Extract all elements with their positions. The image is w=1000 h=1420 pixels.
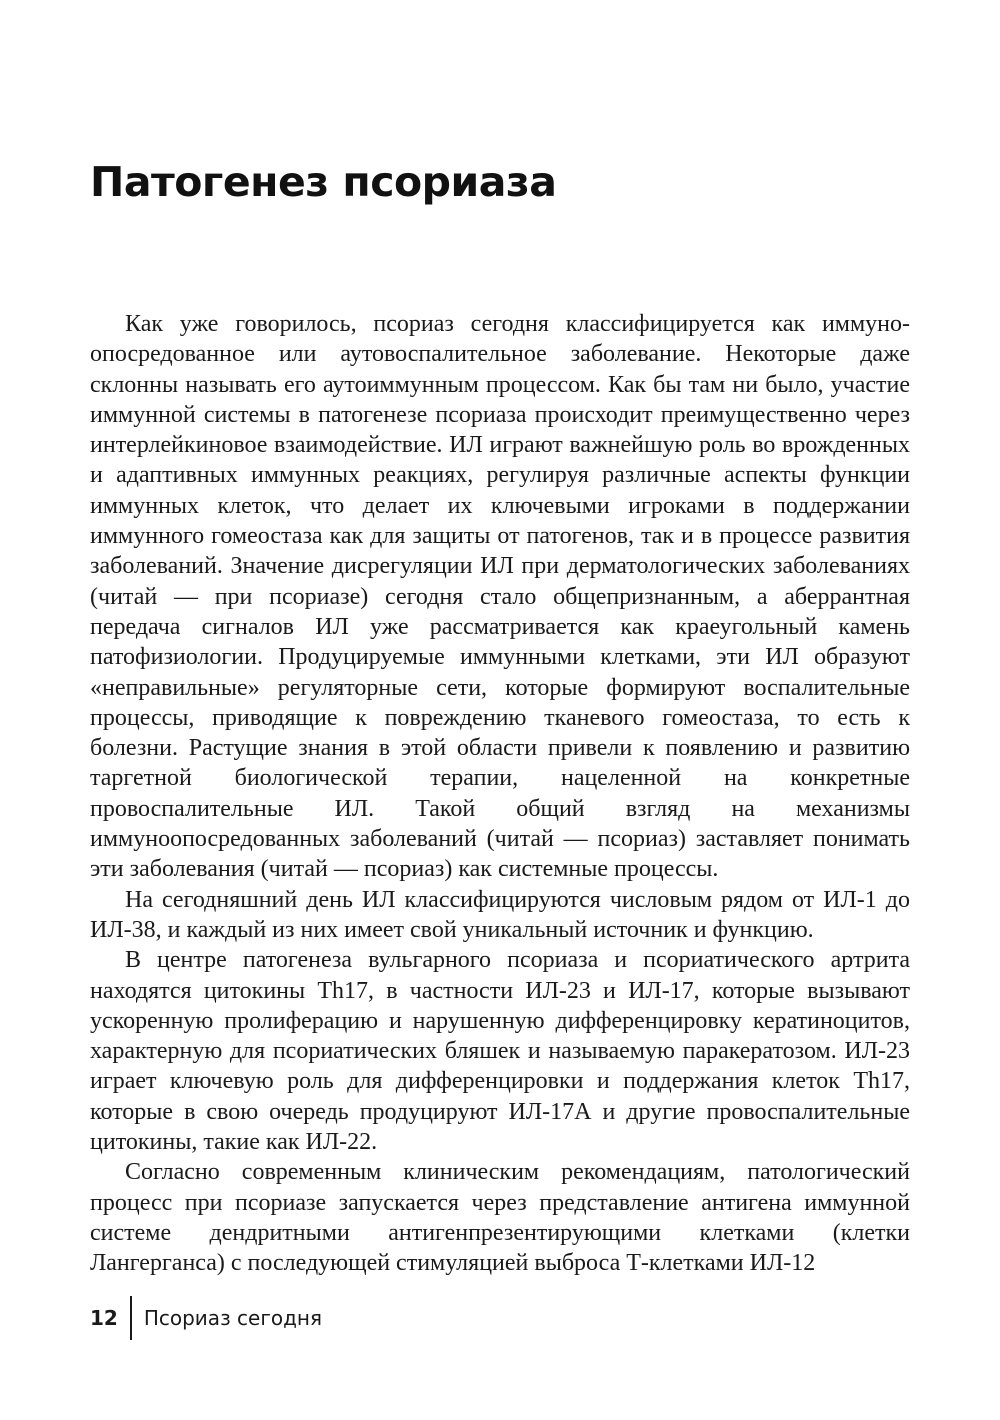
running-title: Псориаз сегодня: [143, 1306, 323, 1330]
paragraph: В центре патогенеза вульгарного псориаза и псориатического артрита находятся цитокины Th17, в частности ИЛ-23 и ИЛ-17, которые вызывают ускоренную пролиферацию и нарушенную дифференцировку кератиноцитов, характерную для псориатических бляшек и называемую паракератозом. ИЛ-23 играет ключевую роль для дифференцировки и поддержания клеток Th17, которые в свою очередь продуцируют ИЛ-17А и другие провоспалительные цитокины, такие как ИЛ-22.: [90, 947, 910, 1156]
footer-divider: [130, 1296, 132, 1340]
paragraph: На сегодняшний день ИЛ классифицируются числовым рядом от ИЛ-1 до ИЛ-38, и каждый из них имеет свой уникальный источник и функцию.: [90, 886, 910, 943]
paragraph: Как уже говорилось, псориаз сегодня классифицируется как иммуноопосредованное или аутовоспалительное заболевание. Некоторые даже склонны называть его аутоиммунным процессом. Как бы там ни было, участие иммунной системы в патогенезе псориаза происходит преимущественно через интерлейкиновое взаимодействие. ИЛ играют важнейшую роль во врожденных и адаптивных иммунных реакциях, регулируя различные аспекты функции иммунных клеток, что делает их ключевыми игроками в поддержании иммунного гомеостаза как для защиты от патогенов, так и в процессе развития заболеваний. Значение дисрегуляции ИЛ при дерматологических заболеваниях (читай — при псориазе) сегодня стало общепризнанным, а аберрантная передача сигналов ИЛ уже рассматривается как краеугольный камень патофизиологии. Продуцируемые иммунными клетками, эти ИЛ образуют «неправильные» регуляторные сети, которые формируют воспалительные процессы, приводящие к повреждению тканевого гомеостаза, то есть к болезни. Растущие знания в этой области привели к появлению и развитию таргетной биологической терапии, нацеленной на конкретные провоспалительные ИЛ. Такой общий взгляд на механизмы иммуноопосредованных заболеваний (читай — псориаз) заставляет понимать эти заболевания (читай — псориаз) как системные процессы.: [90, 311, 910, 883]
page-footer: [90, 1296, 322, 1340]
body-text: [90, 309, 910, 1279]
paragraph: Согласно современным клиническим рекомендациям, патологический процесс при псориазе запускается через представление антигена иммунной системе дендритными антигенпрезентирующими клетками (клетки Лангерганса) с последующей стимуляцией выброса Т-клетками ИЛ-12: [90, 1159, 910, 1277]
page-number: 12: [90, 1306, 118, 1330]
chapter-title: Патогенез псориаза: [90, 158, 557, 206]
